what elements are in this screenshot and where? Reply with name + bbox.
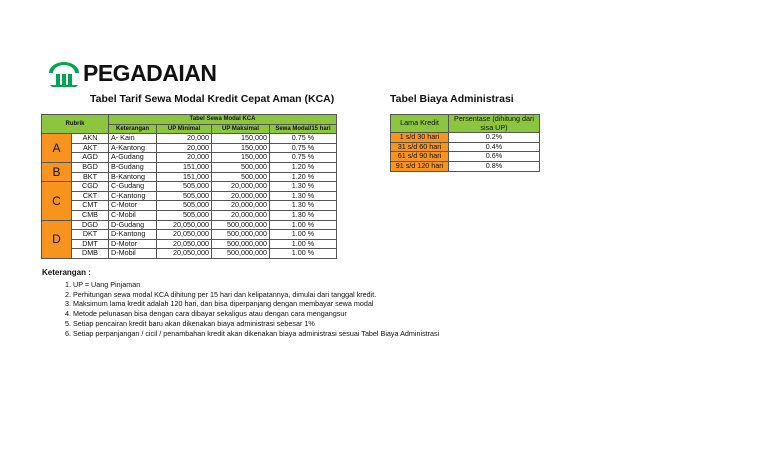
lama-kredit-cell: 31 s/d 60 hari	[391, 142, 449, 152]
rubrik-code-cell: CKT	[72, 191, 109, 201]
sewa-rate-cell: 1.30 %	[270, 182, 337, 192]
up-min-cell: 151,000	[157, 172, 212, 182]
table-row	[42, 134, 337, 144]
kca-group-header: Tabel Sewa Modal KCA	[109, 115, 337, 125]
keterangan-cell: D-Gudang	[109, 220, 157, 230]
sewa-rate-cell: 1.00 %	[270, 249, 337, 259]
sewa-rate-cell: 1.00 %	[270, 230, 337, 240]
table-row	[42, 201, 337, 211]
table-row	[42, 162, 337, 172]
up-max-cell: 500,000,000	[212, 239, 270, 249]
notes-section	[42, 268, 439, 338]
up-max-cell: 150,000	[212, 143, 270, 153]
rubrik-code-cell: DMT	[72, 239, 109, 249]
note-item: 3. Maksimum lama kredit adalah 120 hari, dan bisa diperpanjang dengan membayar sewa modal	[73, 299, 439, 309]
table-row	[42, 249, 337, 259]
keterangan-cell: A-Gudang	[109, 153, 157, 163]
sewa-rate-cell: 0.75 %	[270, 153, 337, 163]
rubrik-group-cell: A	[42, 134, 72, 163]
keterangan-cell: C-Gudang	[109, 182, 157, 192]
note-item: 5. Setiap pencairan kredit baru akan dikenakan biaya administrasi sebesar 1%	[73, 319, 439, 329]
rubrik-code-cell: AKN	[72, 134, 109, 144]
keterangan-cell: C-Mobil	[109, 210, 157, 220]
keterangan-cell: A- Kain	[109, 134, 157, 144]
rubrik-code-cell: AGD	[72, 153, 109, 163]
rubrik-group-cell: B	[42, 162, 72, 181]
keterangan-cell: C-Motor	[109, 201, 157, 211]
up-min-cell: 20,000	[157, 153, 212, 163]
table-row	[42, 230, 337, 240]
up-max-cell: 150,000	[212, 134, 270, 144]
notes-list	[42, 280, 439, 338]
up-min-cell: 20,050,000	[157, 220, 212, 230]
sewa-rate-cell: 1.20 %	[270, 172, 337, 182]
note-item: 4. Metode pelunasan bisa dengan cara dibayar sekaligus atau dengan cara mengangsur	[73, 309, 439, 319]
note-item: 1. UP = Uang Pinjaman	[73, 280, 439, 290]
lama-kredit-header: Lama Kredit	[391, 115, 449, 133]
note-item: 2. Perhitungan sewa modal KCA dihitung per 15 hari dan kelipatannya, dimulai dari tanggal kredit.	[73, 290, 439, 300]
admin-table-title: Tabel Biaya Administrasi	[390, 93, 514, 105]
notes-title: Keterangan :	[42, 268, 91, 277]
sewa-rate-cell: 1.30 %	[270, 201, 337, 211]
lama-kredit-cell: 91 s/d 120 hari	[391, 161, 449, 171]
admin-table	[390, 114, 540, 172]
kca-table	[41, 114, 337, 259]
rubrik-code-cell: AKT	[72, 143, 109, 153]
sewa-rate-cell: 1.00 %	[270, 239, 337, 249]
up-min-cell: 505,000	[157, 191, 212, 201]
up-max-cell: 150,000	[212, 153, 270, 163]
up-max-cell: 20,000,000	[212, 191, 270, 201]
rubrik-code-cell: CMB	[72, 210, 109, 220]
table-row	[391, 161, 540, 171]
rubrik-code-cell: CMT	[72, 201, 109, 211]
up-max-cell: 500,000	[212, 162, 270, 172]
up-min-cell: 20,050,000	[157, 239, 212, 249]
scales-icon	[47, 61, 81, 87]
up-max-cell: 20,000,000	[212, 182, 270, 192]
keterangan-cell: B-Gudang	[109, 162, 157, 172]
rubrik-header: Rubrik	[42, 115, 109, 134]
sewa-rate-cell: 1.30 %	[270, 210, 337, 220]
up-max-cell: 20,000,000	[212, 201, 270, 211]
persentase-header: Persentase (dihitung dari sisa UP)	[449, 115, 540, 133]
persentase-cell: 0.8%	[449, 161, 540, 171]
up-min-cell: 151,000	[157, 162, 212, 172]
up-min-cell: 20,050,000	[157, 249, 212, 259]
persentase-cell: 0.2%	[449, 133, 540, 143]
up-min-cell: 20,000	[157, 143, 212, 153]
up-min-cell: 505,000	[157, 182, 212, 192]
keterangan-cell: C-Kantong	[109, 191, 157, 201]
up-min-cell: 20,000	[157, 134, 212, 144]
up-min-header: UP Minimal	[157, 124, 212, 134]
up-min-cell: 20,050,000	[157, 230, 212, 240]
rubrik-code-cell: BKT	[72, 172, 109, 182]
persentase-cell: 0.4%	[449, 142, 540, 152]
logo-text: PEGADAIAN	[83, 60, 217, 86]
up-max-header: UP Maksimal	[212, 124, 270, 134]
up-max-cell: 20,000,000	[212, 210, 270, 220]
sewa-rate-cell: 1.20 %	[270, 162, 337, 172]
up-max-cell: 500,000,000	[212, 249, 270, 259]
pegadaian-logo	[47, 60, 217, 87]
lama-kredit-cell: 61 s/d 90 hari	[391, 152, 449, 162]
keterangan-cell: D-Kantong	[109, 230, 157, 240]
rubrik-code-cell: DKT	[72, 230, 109, 240]
rubrik-code-cell: CGD	[72, 182, 109, 192]
up-min-cell: 505,000	[157, 201, 212, 211]
keterangan-cell: D-Mobil	[109, 249, 157, 259]
keterangan-header: Keterangan	[109, 124, 157, 134]
rubrik-group-cell: C	[42, 182, 72, 220]
persentase-cell: 0.6%	[449, 152, 540, 162]
up-max-cell: 500,000,000	[212, 220, 270, 230]
rubrik-code-cell: DMB	[72, 249, 109, 259]
table-row	[42, 182, 337, 192]
up-max-cell: 500,000,000	[212, 230, 270, 240]
rubrik-code-cell: DGD	[72, 220, 109, 230]
sewa-rate-cell: 1.30 %	[270, 191, 337, 201]
keterangan-cell: B-Kantong	[109, 172, 157, 182]
up-max-cell: 500,000	[212, 172, 270, 182]
keterangan-cell: A-Kantong	[109, 143, 157, 153]
rubrik-code-cell: BGD	[72, 162, 109, 172]
sewa-rate-cell: 0.75 %	[270, 143, 337, 153]
up-min-cell: 505,000	[157, 210, 212, 220]
rubrik-group-cell: D	[42, 220, 72, 258]
lama-kredit-cell: 1 s/d 30 hari	[391, 133, 449, 143]
table-row	[42, 210, 337, 220]
note-item: 6. Setiap perpanjangan / cicil / penambahan kredit akan dikenakan biaya administrasi sesuai Tabel Biaya Administrasi	[73, 329, 439, 339]
table-row	[391, 133, 540, 143]
kca-table-title: Tabel Tarif Sewa Modal Kredit Cepat Aman (KCA)	[90, 93, 335, 105]
keterangan-cell: D-Motor	[109, 239, 157, 249]
sewa-rate-cell: 0.75 %	[270, 134, 337, 144]
sewa-header: Sewa Modal/15 hari	[270, 124, 337, 134]
sewa-rate-cell: 1.00 %	[270, 220, 337, 230]
